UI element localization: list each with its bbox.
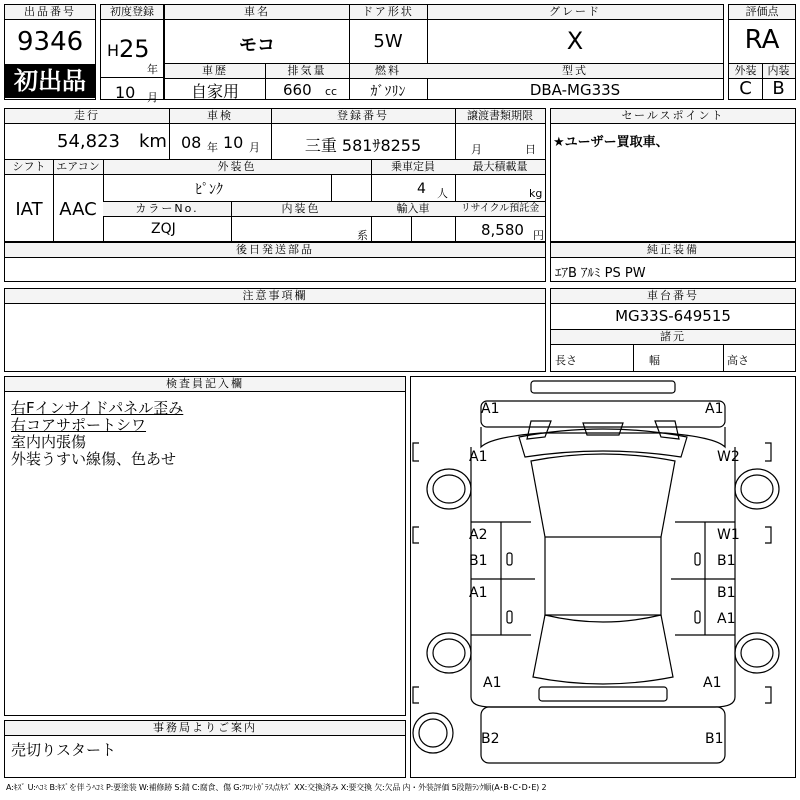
insp-year: 08: [181, 133, 202, 152]
sales-label: セールスポイント: [551, 109, 795, 124]
era: H: [107, 41, 120, 60]
mark-rear-door-right-2: A1: [717, 611, 736, 627]
month-num: 10: [115, 83, 136, 102]
score-box: [728, 4, 796, 100]
year-unit: 年: [147, 63, 158, 76]
height-label: 高さ: [727, 354, 749, 367]
chassis-number: MG33S-649515: [615, 307, 731, 325]
inspector-line-2: 右コアサポートシワ: [11, 416, 147, 434]
capacity-label: 乗車定員: [371, 160, 455, 175]
mileage-label: 走行: [5, 109, 169, 124]
displacement-unit: cc: [325, 85, 338, 98]
interior-grade: B: [772, 78, 785, 99]
import-label: 輸入車: [371, 202, 455, 217]
load-label: 最大積載量: [455, 160, 545, 175]
insp-month: 10: [223, 133, 244, 152]
equipment-value: ｴｱB ｱﾙﾐ PS PW: [555, 266, 646, 281]
office-message: 売切りスタート: [11, 741, 117, 759]
car-name: モコ: [239, 35, 275, 56]
ac-label: エアコン: [53, 160, 103, 175]
transfer-label: 譲渡書類期限: [455, 109, 545, 124]
equipment-box: [550, 242, 796, 282]
mark-rear-left: B2: [481, 731, 500, 747]
width-label: 幅: [649, 354, 660, 367]
first-listing-badge: 初出品: [5, 64, 95, 98]
length-label: 長さ: [555, 354, 577, 367]
score: RA: [744, 25, 780, 55]
month-unit: 月: [147, 91, 158, 104]
mark-front-door-right-1: W1: [717, 527, 740, 543]
parts-box: [4, 242, 546, 282]
mileage: 54,823: [57, 131, 120, 152]
capacity: 4: [417, 181, 426, 197]
lot-label: 出品番号: [5, 5, 95, 20]
door-label: ドア形状: [349, 5, 427, 20]
sales-point: ★ユーザー買取車、: [553, 135, 669, 150]
model: DBA-MG33S: [529, 81, 621, 99]
mark-fender-left: A1: [469, 449, 488, 465]
mark-front-door-left-1: A2: [469, 527, 488, 543]
mark-front-right: A1: [705, 401, 724, 417]
history-label: 車歴: [165, 64, 265, 79]
legend: A:ｷｽﾞ U:ﾍｺﾐ B:ｷｽﾞを伴うﾍｺﾐ P:要塗装 W:補修跡 S:錆 C:腐食、傷 G:ﾌﾛﾝﾄｶﾞﾗｽ点ｷｽﾞ XX:交換済み X:要交換 欠:欠品 内・外装評価 5段階ﾗﾝｸ順(A･B･C･D･E) 2: [6, 783, 547, 792]
shift-label: シフト: [5, 160, 53, 175]
mark-front-left: A1: [481, 401, 500, 417]
inspector-line-4: 外装うすい線傷、色あせ: [11, 450, 177, 468]
grade-label: グレード: [427, 5, 723, 20]
equipment-label: 純正装備: [551, 243, 795, 258]
office-label: 事務局よりご案内: [5, 721, 405, 736]
exterior-grade: C: [739, 78, 752, 99]
inspector-box: [4, 376, 406, 716]
parts-label: 後日発送部品: [5, 243, 545, 258]
color-no-label: カラーNo.: [103, 202, 231, 217]
displacement-label: 排気量: [265, 64, 349, 79]
sales-point-box: [550, 108, 796, 242]
mark-rear-door-left: A1: [469, 585, 488, 601]
first-reg-box: [100, 4, 164, 104]
fuel-label: 燃料: [349, 64, 427, 79]
dims-label: 諸元: [551, 330, 795, 345]
history: 自家用: [190, 82, 239, 101]
int-color-unit: 系: [357, 229, 368, 242]
damage-diagram: [410, 376, 796, 778]
interior-label: 内装: [762, 64, 795, 79]
chassis-box: [550, 288, 796, 372]
notes-label: 注意事項欄: [5, 289, 545, 304]
ac: AAC: [59, 199, 97, 220]
color-label: 外装色: [103, 160, 371, 175]
recycle-label: リサイクル預託金: [455, 202, 545, 217]
notes-box: [4, 288, 546, 372]
score-label: 評価点: [729, 5, 795, 20]
int-color-label: 内装色: [231, 202, 371, 217]
color-no: ZQJ: [151, 221, 176, 237]
shift: IAT: [15, 199, 43, 220]
model-label: 型式: [427, 64, 723, 79]
mark-front-door-left-2: B1: [469, 553, 488, 569]
year-num: 25: [119, 35, 150, 63]
recycle-unit: 円: [533, 229, 544, 242]
mark-front-door-right-2: B1: [717, 553, 736, 569]
recycle: 8,580: [481, 221, 524, 239]
registration-number: 三重 581ｻ8255: [304, 136, 422, 155]
mark-fender-right: W2: [717, 449, 740, 465]
inspector-line-3: 室内内張傷: [11, 433, 87, 451]
mileage-unit: km: [139, 131, 167, 152]
inspector-line-1: 右Fインサイドパネル歪み: [11, 399, 184, 417]
fuel: ｶﾞｿﾘﾝ: [370, 84, 406, 100]
first-reg-label: 初度登録: [101, 5, 163, 20]
mark-rear-right: B1: [705, 731, 724, 747]
grade: X: [566, 27, 584, 55]
inspector-label: 検査員記入欄: [5, 377, 405, 392]
vehicle-details-box: [4, 108, 546, 242]
load-unit: kg: [529, 187, 543, 200]
insp-year-unit: 年: [207, 141, 218, 154]
exterior-color: ﾋﾟﾝｸ: [195, 182, 223, 198]
reg-label: 登録番号: [271, 109, 455, 124]
car-outline: [411, 377, 795, 777]
office-box: [4, 720, 406, 778]
mark-quarter-right: A1: [703, 675, 722, 691]
insp-month-unit: 月: [249, 141, 260, 154]
exterior-label: 外装: [729, 64, 762, 79]
transfer-day: 日: [525, 143, 536, 156]
car-info-box: [164, 4, 724, 100]
car-name-label: 車名: [165, 5, 349, 20]
chassis-label: 車台番号: [551, 289, 795, 304]
door-type: 5W: [373, 31, 403, 52]
transfer-month: 月: [471, 143, 482, 156]
capacity-unit: 人: [437, 187, 448, 200]
displacement: 660: [283, 81, 312, 99]
mark-rear-door-right-1: B1: [717, 585, 736, 601]
mark-quarter-left: A1: [483, 675, 502, 691]
lot-number: 9346: [17, 27, 84, 57]
inspection-label: 車検: [169, 109, 271, 124]
